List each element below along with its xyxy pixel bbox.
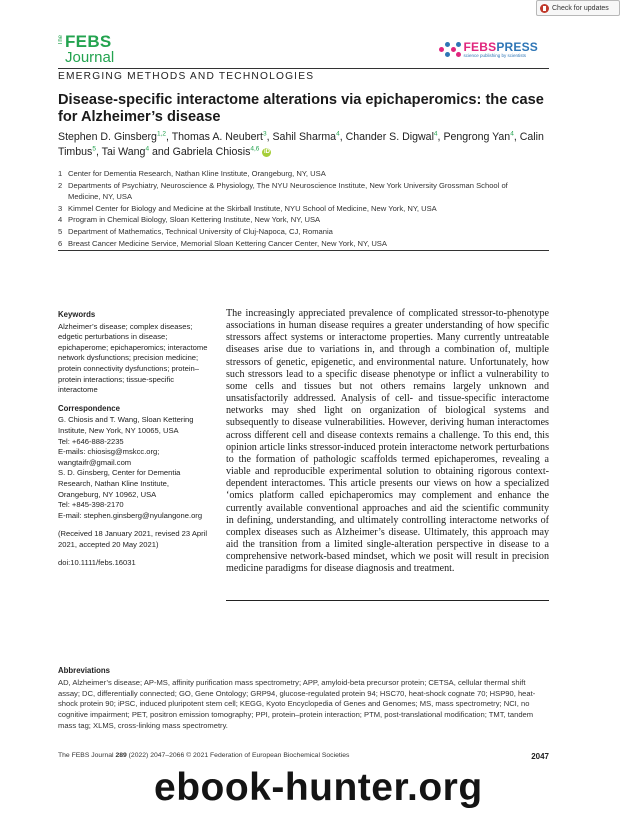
publisher-name: FEBSPRESS bbox=[463, 40, 538, 55]
author-list: Stephen D. Ginsberg$^{1,2}$, Thomas A. Neubert$^3$, Sahil Sharma$^4$, Chander S. Digwal$^4$, Pengrong Yan$^4$, Calin Timbus$^5$, Tai Wang$^4$ and Gabriela Chiosis$^{4,6}$ iD bbox=[58, 130, 544, 158]
doi-block bbox=[58, 558, 218, 569]
correspondence-email[interactable]: E-mails: chiosisg@mskcc.org; bbox=[58, 447, 160, 457]
correspondence-email[interactable]: E-mail: stephen.ginsberg@nyulangone.org bbox=[58, 510, 203, 520]
correspondence-line: Tel: +845-398-2170 bbox=[58, 500, 124, 510]
journal-logo-journal: Journal bbox=[65, 49, 115, 66]
affiliation: 1 Center for Dementia Research, Nathan Kline Institute, Orangeburg, NY, USA bbox=[58, 169, 326, 178]
affiliation: 5 Department of Mathematics, Technical University of Cluj-Napoca, CJ, Romania bbox=[58, 226, 333, 236]
check-for-updates-label: Check for updates bbox=[552, 4, 609, 12]
page-number: 2047 bbox=[531, 752, 549, 761]
doi-link[interactable]: doi:10.1111/febs.16031 bbox=[58, 558, 136, 568]
febs-press-dots-icon bbox=[439, 40, 461, 60]
update-icon bbox=[540, 4, 549, 13]
publisher-tagline: science publishing by scientists bbox=[463, 53, 527, 59]
correspondence-block bbox=[58, 404, 218, 522]
journal-logo-the: The bbox=[58, 35, 64, 46]
correspondence-line: G. Chiosis and T. Wang, Sloan Kettering bbox=[58, 415, 194, 425]
article-title: Disease-specific interactome alterations via epichaperomics: the case for Alzheimer’s disease bbox=[58, 92, 544, 125]
correspondence-line: Institute, New York, NY 10065, USA bbox=[58, 425, 179, 435]
watermark: ebook-hunter.org bbox=[154, 766, 483, 809]
keywords-line: Alzheimer’s disease; complex diseases; bbox=[58, 321, 193, 331]
keywords-line: interactome bbox=[58, 385, 98, 395]
correspondence-line: Tel: +646-888-2235 bbox=[58, 436, 124, 446]
abstract-divider bbox=[226, 600, 549, 601]
affiliation: 6 Breast Cancer Medicine Service, Memorial Sloan Kettering Cancer Center, New York, NY, USA bbox=[58, 238, 387, 248]
affiliations-divider bbox=[58, 250, 549, 251]
keywords-line: protein interactions; tissue-specific bbox=[58, 374, 175, 384]
check-for-updates-button[interactable] bbox=[536, 0, 620, 16]
affiliation-list bbox=[58, 168, 538, 249]
affiliation: 4 Program in Chemical Biology, Sloan Kettering Institute, New York, NY, USA bbox=[58, 215, 321, 225]
author[interactable]: Sahil Sharma$^4$ bbox=[272, 130, 340, 143]
author[interactable]: Stephen D. Ginsberg$^{1,2}$ bbox=[58, 130, 166, 143]
author[interactable]: Thomas A. Neubert$^3$ bbox=[171, 130, 267, 143]
correspondence-line: S. D. Ginsberg, Center for Dementia bbox=[58, 468, 181, 478]
orcid-icon[interactable]: iD bbox=[263, 148, 270, 155]
abstract: The increasingly appreciated prevalence of complicated stressor-to-phenotype associations in human disease requires a greater understanding of how specific stressors affect systems or interactome properties. Many currently untreatable diseases arise due to variations in, and through a combination of, multiple stressors of genetic, epigenetic, and environmental nature. Unfortunately, how such stressors lead to a specific disease phenotype or inflict a vulnerability to some cells and tissues but not others remains largely unknown and unsatisfactorily addressed. Analysis of cell- and tissue-specific interactome networks may shed light on organization of biological systems and subsequently to disease vulnerabilities. However, deriving human interactomes across different cell and disease contexts remains a challenge. To this end, this opinion article links stressor-induced protein interactome network perturbations to the formation of pathologic scaffolds termed epichaperomes, revealing a viable and reproducible experimental solution to obtaining rigorous context-dependent interactomes. This article presents our views on how a specialized ‘omics platform called epichaperomics may complement and enhance the currently available conventional approaches and aid the scientific community in defining, understanding, and ultimately controlling interactome networks of complex diseases such as Alzheimer’s disease. Ultimately, this approach may aid the transition from a limited single-alteration perspective in disease to a comprehensive network-based mindset, which we posit will result in precision medicine paradigms for disease diagnosis and treatment. bbox=[226, 308, 549, 575]
publisher-logo bbox=[439, 40, 539, 60]
affiliation: 3 Kimmel Center for Biology and Medicine at the Skirball Institute, NYU School of Medicine, New York, NY, USA bbox=[58, 203, 437, 213]
abbreviations-text: AD, Alzheimer’s disease; AP-MS, affinity purification mass spectrometry; APP, amyloid-beta precursor protein; CETSA, cellular thermal shift assay; DC, differentially connected; GO, Gene Ontology; GRP94, glucose-regulated protein 94; HSC70, heat-shock cognate 70; HSP90, heat-shock protein 90; iPSC, induced pluripotent stem cell; KEGG, Kyoto Encyclopedia of Genes and Genomes; MS, mass spectrometry; NCI, no cognitive impairment; PET, positron emission tomography; PPI, protein–protein interaction; PTM, post-translational modification; TMT, tandem mass tag; XLMS, cross-linking mass spectrometry. bbox=[58, 677, 536, 730]
page-footer bbox=[58, 752, 549, 761]
article-sidebar bbox=[58, 310, 218, 577]
received-line: (Received 18 January 2021, revised 23 April bbox=[58, 529, 208, 539]
received-block bbox=[58, 529, 218, 550]
keywords-line: edgetic perturbations in disease; bbox=[58, 332, 168, 342]
author[interactable]: Pengrong Yan$^4$ bbox=[443, 130, 514, 143]
journal-logo bbox=[58, 33, 114, 69]
author-and: and bbox=[152, 146, 170, 158]
author[interactable]: Chander S. Digwal$^4$ bbox=[345, 130, 438, 143]
keywords-line: network dysfunctions; precision medicine; bbox=[58, 353, 199, 363]
author[interactable]: Calin Timbus$^5$ bbox=[58, 131, 544, 158]
keywords-block bbox=[58, 310, 218, 396]
keywords-line: epichaperome; epichaperomics; interactome bbox=[58, 342, 208, 352]
footer-citation: The FEBS Journal 289 (2022) 2047–2066 © 2021 Federation of European Biochemical Societies bbox=[58, 752, 350, 759]
keywords-heading: Keywords bbox=[58, 310, 96, 319]
section-label: EMERGING METHODS AND TECHNOLOGIES bbox=[58, 71, 315, 82]
correspondence-heading: Correspondence bbox=[58, 403, 120, 413]
abbreviations-heading: Abbreviations bbox=[58, 666, 110, 675]
author[interactable]: Gabriela Chiosis$^{4,6}$ bbox=[172, 145, 260, 158]
received-line: 2021, accepted 20 May 2021) bbox=[58, 539, 159, 549]
keywords-line: protein connectivity dysfunctions; protein– bbox=[58, 363, 199, 373]
author[interactable]: Tai Wang$^4$ bbox=[101, 145, 150, 158]
correspondence-email[interactable]: wangtaifr@gmail.com bbox=[58, 457, 132, 467]
correspondence-line: Research, Nathan Kline Institute, bbox=[58, 478, 170, 488]
header-divider bbox=[58, 68, 549, 69]
correspondence-line: Orangeburg, NY 10962, USA bbox=[58, 489, 157, 499]
affiliation: 2 Departments of Psychiatry, Neuroscience & Physiology, The NYU Neuroscience Institute, New York University Grossman School of Medicine, NY, USA bbox=[58, 180, 508, 202]
journal-logo-febs: FEBS bbox=[65, 32, 112, 51]
abbreviations-block bbox=[58, 666, 549, 732]
